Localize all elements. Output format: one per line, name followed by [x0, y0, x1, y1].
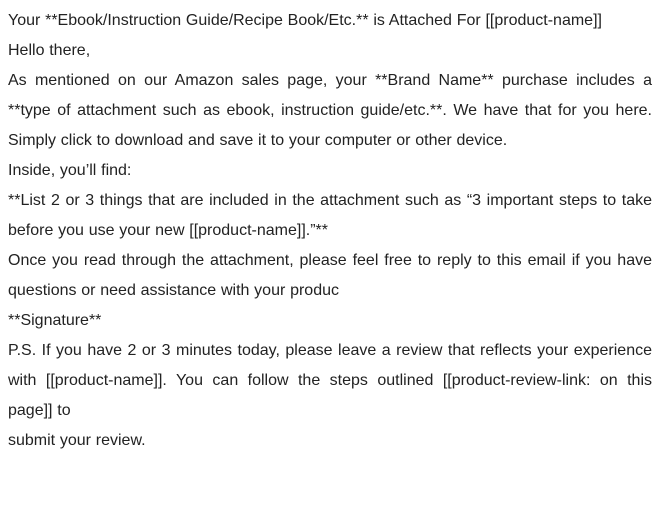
- paragraph-greeting: Hello there,: [8, 42, 91, 59]
- paragraph-submit-review: submit your review.: [8, 432, 146, 449]
- paragraph-inside-lead: Inside, you’ll find:: [8, 162, 132, 179]
- paragraph-intro: As mentioned on our Amazon sales page, your **Brand Name** purchase includes a **type of attachment such as ebook, instruction guide/etc.**. We have that for you here. Simply click to download and save it to your computer or other device.: [8, 72, 652, 149]
- paragraph-reply-note: Once you read through the attachment, please feel free to reply to this email if you have questions or need assistance with your produc: [8, 252, 652, 299]
- paragraph-signature-placeholder: **Signature**: [8, 312, 102, 329]
- paragraph-list-placeholder: **List 2 or 3 things that are included in the attachment such as “3 important steps to take before you use your new [[product-name]].”**: [8, 192, 652, 239]
- paragraph-subject-line: Your **Ebook/Instruction Guide/Recipe Book/Etc.** is Attached For [[product-name]]: [8, 12, 602, 29]
- paragraph-ps-review: P.S. If you have 2 or 3 minutes today, please leave a review that reflects your experience with [[product-name]]. You can follow the steps outlined [[product-review-link: on this page]] to: [8, 342, 652, 419]
